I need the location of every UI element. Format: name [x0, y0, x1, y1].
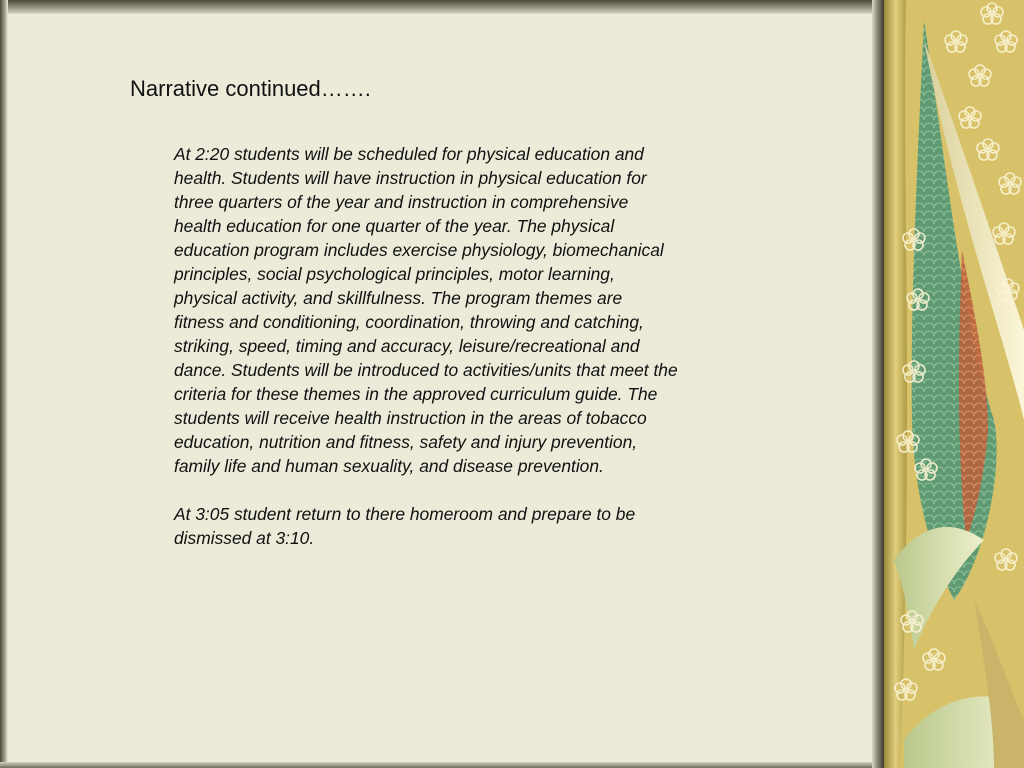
text-line: principles, social psychological principles, motor learning, — [174, 264, 615, 284]
text-line: education, nutrition and fitness, safety and injury prevention, — [174, 432, 638, 452]
paragraph-dismissal — [174, 502, 774, 550]
text-line: three quarters of the year and instruction in comprehensive — [174, 192, 629, 212]
text-line: health education for one quarter of the year. The physical — [174, 216, 615, 236]
text-line: fitness and conditioning, coordination, throwing and catching, — [174, 312, 644, 332]
text-line: At 3:05 student return to there homeroom and prepare to be — [174, 504, 636, 524]
text-line: dismissed at 3:10. — [174, 528, 315, 548]
paragraph-physical-education — [174, 142, 774, 478]
floral-ribbon-border-icon — [884, 0, 1024, 768]
frame-shadow-right — [872, 0, 884, 768]
text-line: dance. Students will be introduced to activities/units that meet the — [174, 360, 678, 380]
text-line: family life and human sexuality, and disease prevention. — [174, 456, 604, 476]
text-line: health. Students will have instruction in physical education for — [174, 168, 647, 188]
text-line: At 2:20 students will be scheduled for physical education and — [174, 144, 644, 164]
slide-title: Narrative continued……. — [130, 76, 371, 101]
text-line: physical activity, and skillfulness. The program themes are — [174, 288, 623, 308]
frame-shadow-left — [0, 0, 8, 768]
text-line: students will receive health instruction in the areas of tobacco — [174, 408, 647, 428]
frame-shadow-bottom — [0, 762, 884, 768]
text-line: striking, speed, timing and accuracy, leisure/recreational and — [174, 336, 640, 356]
text-line: education program includes exercise physiology, biomechanical — [174, 240, 664, 260]
frame-shadow-top — [0, 0, 884, 14]
narrative-body — [174, 142, 774, 550]
text-line: criteria for these themes in the approved curriculum guide. The — [174, 384, 658, 404]
